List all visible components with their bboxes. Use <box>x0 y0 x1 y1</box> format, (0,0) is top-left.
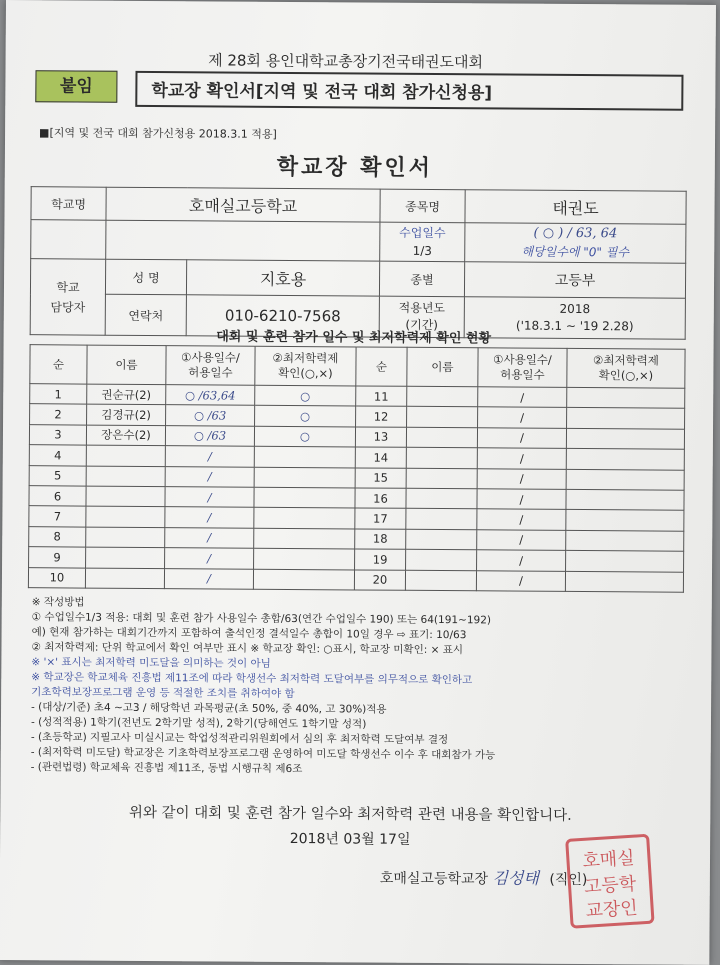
svg-text:고등학: 고등학 <box>583 873 637 898</box>
row-days-2: / <box>477 448 566 469</box>
row-name-2 <box>406 549 477 570</box>
header-academic-2: ②최저학력제 확인(○,×) <box>567 348 685 388</box>
row-check <box>254 508 355 529</box>
row-no: 8 <box>29 526 86 547</box>
row-days: ○ /63 <box>166 405 255 426</box>
seal-icon <box>568 837 651 926</box>
row-no-2: 18 <box>355 529 406 550</box>
row-no-2: 20 <box>354 569 405 590</box>
row-no: 3 <box>29 424 86 445</box>
row-name <box>86 445 165 466</box>
svg-text:교장인: 교장인 <box>584 897 639 922</box>
row-days-2: / <box>478 407 567 428</box>
instruction-line: - (대상/기준) 초4 ~고3 / 해당학년 과목평균(초 50%, 중 40%, 고 30%)적용 <box>31 701 387 716</box>
principal-line <box>380 865 588 889</box>
row-name: 권순규(2) <box>87 384 166 405</box>
info-table <box>30 186 687 340</box>
row-no-2: 14 <box>355 447 406 468</box>
row-check-2 <box>565 571 683 592</box>
row-no: 6 <box>29 486 86 507</box>
applied-note: ■[지역 및 전국 대회 참가신청용 2018.3.1 적용] <box>39 126 277 141</box>
row-check-2 <box>566 551 684 572</box>
event-label: 종목명 <box>380 189 465 223</box>
header-name-2: 이름 <box>407 347 478 386</box>
row-check <box>254 446 355 467</box>
instruction-line: - (성적적용) 1학기(전년도 2학기말 성적), 2학기(당해연도 1학기말 성적) <box>30 716 367 731</box>
instruction-line: - (관련법령) 학교체육 진흥법 제11조, 동법 시행규칙 제6조 <box>30 761 303 776</box>
seal-label: (직인) <box>549 871 588 889</box>
row-days: / <box>165 527 254 548</box>
row-check: ○ <box>255 406 356 427</box>
row-no: 4 <box>29 445 86 466</box>
school-value: 호매실고등학교 <box>106 187 380 222</box>
row-no-2: 19 <box>355 549 406 570</box>
row-check-2 <box>566 428 684 449</box>
row-days: / <box>165 466 254 487</box>
row-days-2: / <box>477 428 566 449</box>
year-value: 2018 <box>559 301 591 317</box>
category-value: 고등부 <box>464 262 685 299</box>
row-check <box>254 487 355 508</box>
staff-label: 학교 담당자 <box>30 259 106 336</box>
row-no: 1 <box>30 384 87 405</box>
table-row <box>28 567 683 592</box>
days-value: ( ○ ) / 63, 64 <box>533 225 618 242</box>
competition-title: 제 28회 용인대학교총장기전국태권도대회 <box>208 51 484 72</box>
instruction-line: ① 수업일수1/3 적용: 대회 및 훈련 참가 사용일수 총합/63(연간 수업일수 190) 또는 64(191~192) <box>31 611 492 627</box>
row-check <box>254 467 355 488</box>
row-no-2: 11 <box>356 386 407 407</box>
instruction-line: ② 최저학력제: 단위 학교에서 확인 여부만 표시 ※ 학교장 확인: ○표시, 학교장 미확인: × 표시 <box>31 641 464 657</box>
row-no-2: 16 <box>355 488 406 509</box>
year-range: ('18.3.1 ~ '19 2.28) <box>515 318 634 334</box>
name-value: 지호용 <box>186 260 379 296</box>
row-check: ○ <box>254 426 355 447</box>
school-label: 학교명 <box>31 187 106 221</box>
row-no-2: 13 <box>355 427 406 448</box>
row-check: ○ <box>255 385 356 406</box>
header-academic: ②최저학력제 확인(○,×) <box>255 346 356 386</box>
days-note: 해당일수에 "0" 필수 <box>521 244 630 260</box>
row-name-2 <box>407 407 478 428</box>
row-check-2 <box>566 510 684 531</box>
row-name: 장은수(2) <box>86 425 165 446</box>
row-name-2 <box>406 529 477 550</box>
instruction-line: - (초등학교) 지필고사 미실시교는 학업성적관리위원회에서 심의 후 최저학력 도달여부 결정 <box>30 731 449 747</box>
row-days-2: / <box>478 387 567 408</box>
row-name: 김경규(2) <box>87 404 166 425</box>
row-days-2: / <box>477 489 566 510</box>
confirm-statement: 위와 같이 대회 및 훈련 참가 일수와 최저학력 관련 내용을 확인합니다. <box>128 804 572 824</box>
row-no-2: 12 <box>356 406 407 427</box>
row-days-2: / <box>477 509 566 530</box>
row-check-2 <box>567 387 685 408</box>
row-check <box>254 548 355 569</box>
instruction-line: ※ 학교장은 학교체육 진흥법 제11조에 따라 학생선수 최저학력 도달여부를 의무적으로 확인하고 <box>31 671 473 687</box>
header-no-2: 순 <box>356 347 407 386</box>
document-title: 학교장 확인서 <box>276 154 433 181</box>
participation-title: 대회 및 훈련 참가 일수 및 최저학력제 확인 현황 <box>216 329 492 347</box>
row-days: ○ /63 <box>165 425 254 446</box>
form-title: 학교장 확인서[지역 및 전국 대회 참가신청용] <box>135 71 683 111</box>
confirm-date: 2018년 03월 17일 <box>289 831 411 848</box>
row-name-2 <box>407 386 478 407</box>
row-name <box>86 547 165 568</box>
header-no: 순 <box>30 345 87 384</box>
row-name-2 <box>406 468 477 489</box>
principal-signature: 김성태 <box>492 868 539 888</box>
row-name-2 <box>406 509 477 530</box>
row-name <box>86 527 165 548</box>
row-no: 9 <box>29 547 86 568</box>
row-name-2 <box>405 570 476 591</box>
participation-table <box>28 344 686 592</box>
row-check-2 <box>566 469 684 490</box>
contact-label: 연락처 <box>105 294 186 336</box>
principal-title: 호매실고등학교장 <box>379 870 489 888</box>
row-name <box>86 486 165 507</box>
row-days: / <box>165 446 254 467</box>
header-name: 이름 <box>87 345 166 385</box>
row-days-2: / <box>477 530 566 551</box>
event-value: 태권도 <box>465 190 686 225</box>
row-days: ○ /63,64 <box>166 385 255 406</box>
days-label: 수업일수 <box>399 225 446 241</box>
row-no: 7 <box>29 506 86 527</box>
row-name <box>86 506 165 527</box>
instruction-line: - (최저학력 미도달) 학교장은 기초학력보장프로그램 운영하여 미도달 학생선수 이수 후 대회참가 가능 <box>30 746 496 762</box>
attachment-badge: 붙임 <box>35 70 117 103</box>
row-name-2 <box>406 447 477 468</box>
row-check-2 <box>566 530 684 551</box>
row-no-2: 17 <box>355 508 406 529</box>
row-name <box>86 466 165 487</box>
row-days: / <box>164 568 253 589</box>
year-sub: (기간) <box>405 317 439 333</box>
row-name-2 <box>406 488 477 509</box>
year-label: 적용년도 <box>398 300 446 316</box>
category-label: 종별 <box>379 261 464 297</box>
row-check-2 <box>566 489 684 510</box>
row-days-2: / <box>477 468 566 489</box>
row-days: / <box>165 548 254 569</box>
row-days: / <box>165 487 254 508</box>
svg-text:호매실: 호매실 <box>581 847 636 872</box>
row-no: 10 <box>28 567 85 588</box>
row-days-2: / <box>477 550 566 571</box>
row-check-2 <box>567 408 685 429</box>
row-name-2 <box>406 427 477 448</box>
name-label: 성 명 <box>105 259 186 295</box>
row-no: 5 <box>29 465 86 486</box>
instruction-line: 예) 현재 참가하는 대회기간까지 포함하여 출석인정 결석일수 총합이 10일 경우 ⇨ 표기: 10/63 <box>31 626 467 642</box>
header-days: ①사용일수/ 허용일수 <box>166 346 255 386</box>
instruction-line: ※ '×' 표시는 최저학력 미도달을 의미하는 것이 아님 <box>31 656 271 670</box>
row-no-2: 15 <box>355 468 406 489</box>
row-check <box>254 528 355 549</box>
row-no: 2 <box>30 404 87 425</box>
school-seal-stamp <box>565 834 654 929</box>
days-sub: 1/3 <box>412 243 432 258</box>
header-days-2: ①사용일수/ 허용일수 <box>478 348 567 388</box>
row-check <box>253 569 354 590</box>
row-name <box>85 568 164 589</box>
instructions <box>31 595 682 780</box>
row-days: / <box>165 507 254 528</box>
instruction-line: ※ 작성방법 <box>31 596 85 609</box>
row-days-2: / <box>476 570 565 591</box>
instruction-line: 기초학력보장프로그램 운영 등 적절한 조치를 취하여야 함 <box>31 686 295 701</box>
row-check-2 <box>566 449 684 470</box>
contact-value: 010-6210-7568 <box>186 295 379 337</box>
